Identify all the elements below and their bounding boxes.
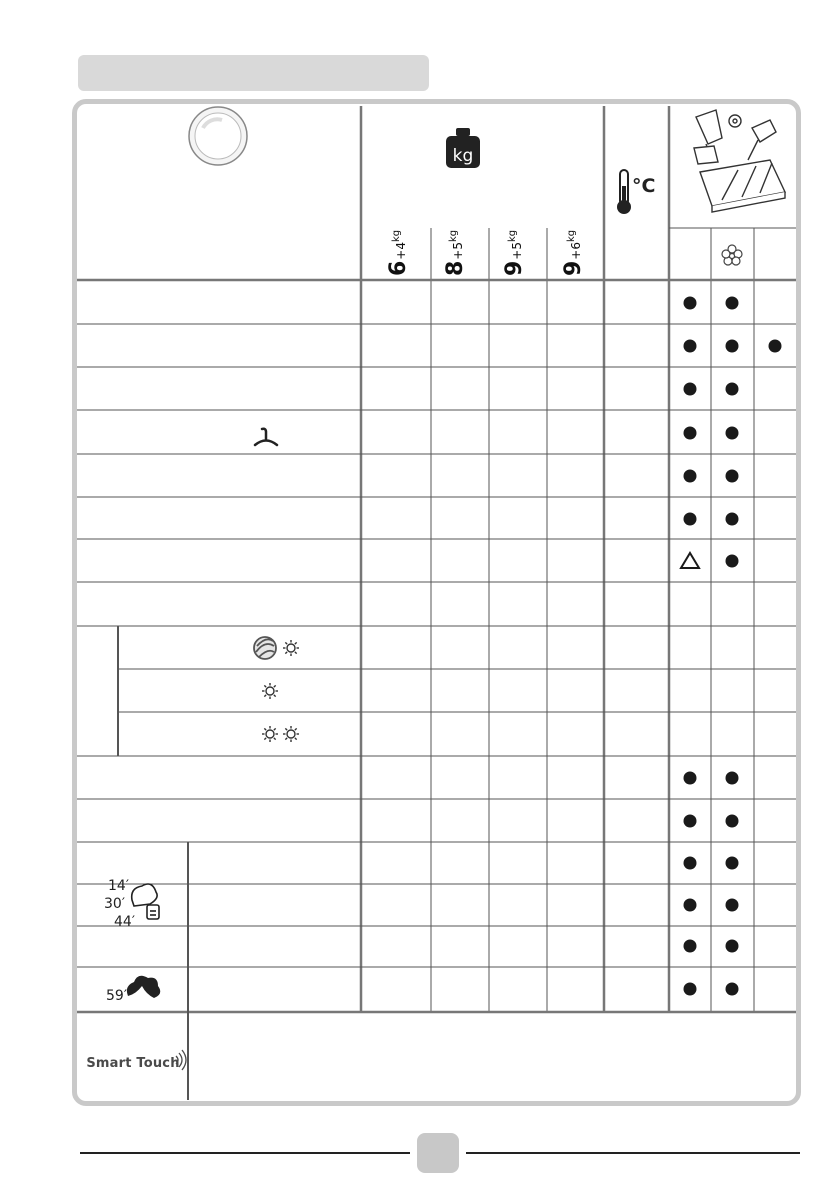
detergent-dot	[726, 427, 739, 440]
detergent-dot	[769, 340, 782, 353]
detergent-dot	[684, 383, 697, 396]
rapid-time-30: 30′	[104, 896, 125, 912]
capacity-label: $9+5^{kg}$	[502, 229, 527, 276]
steam-time-59: 59′	[106, 988, 127, 1004]
detergent-dot	[684, 470, 697, 483]
table-marks	[681, 297, 782, 996]
detergent-dot	[726, 857, 739, 870]
sun-icon	[262, 683, 278, 699]
detergent-dot	[684, 513, 697, 526]
capacity-label: $6+4^{kg}$	[386, 229, 411, 276]
detergent-dot	[726, 899, 739, 912]
detergent-dot	[726, 513, 739, 526]
sun-icon	[262, 726, 278, 742]
detergent-dot	[684, 815, 697, 828]
softener-flower-icon	[722, 245, 742, 265]
rapid-time-44: 44′	[114, 914, 135, 930]
detergent-dot	[726, 555, 739, 568]
detergent-dot	[684, 899, 697, 912]
detergent-dot	[684, 940, 697, 953]
detergent-dot	[726, 340, 739, 353]
detergent-dot	[684, 983, 697, 996]
smart-touch-label: Smart Touch	[86, 1056, 180, 1071]
detergent-triangle	[681, 553, 699, 568]
detergent-dot	[726, 383, 739, 396]
detergent-dot	[726, 470, 739, 483]
rapid-time-14: 14′	[108, 878, 129, 894]
footer-rule-left	[80, 1152, 410, 1154]
sun-icon	[283, 726, 299, 742]
steam-cloud-icon	[127, 976, 160, 998]
detergent-dot	[684, 772, 697, 785]
temp-unit: °C	[632, 175, 656, 197]
hanger-icon	[255, 429, 277, 445]
weight-icon	[446, 128, 480, 168]
capacity-labels	[386, 230, 586, 276]
shirt-detergent-icon	[132, 884, 159, 919]
detergent-drawer-icon	[694, 110, 785, 212]
detergent-dot	[726, 940, 739, 953]
weight-icon-text: kg	[452, 146, 474, 166]
detergent-dot	[726, 297, 739, 310]
capacity-label: $9+6^{kg}$	[561, 229, 586, 276]
detergent-dot	[726, 772, 739, 785]
detergent-dot	[684, 297, 697, 310]
wool-icon	[254, 637, 276, 659]
detergent-dot	[726, 983, 739, 996]
program-dial-icon	[189, 107, 247, 165]
thermometer-icon	[617, 170, 655, 214]
sun-icon	[283, 640, 299, 656]
footer-rule-right	[466, 1152, 800, 1154]
capacity-label: $8+5^{kg}$	[443, 229, 468, 276]
detergent-dot	[684, 427, 697, 440]
detergent-dot	[684, 340, 697, 353]
detergent-dot	[726, 815, 739, 828]
page-number-box	[417, 1133, 459, 1173]
detergent-dot	[684, 857, 697, 870]
